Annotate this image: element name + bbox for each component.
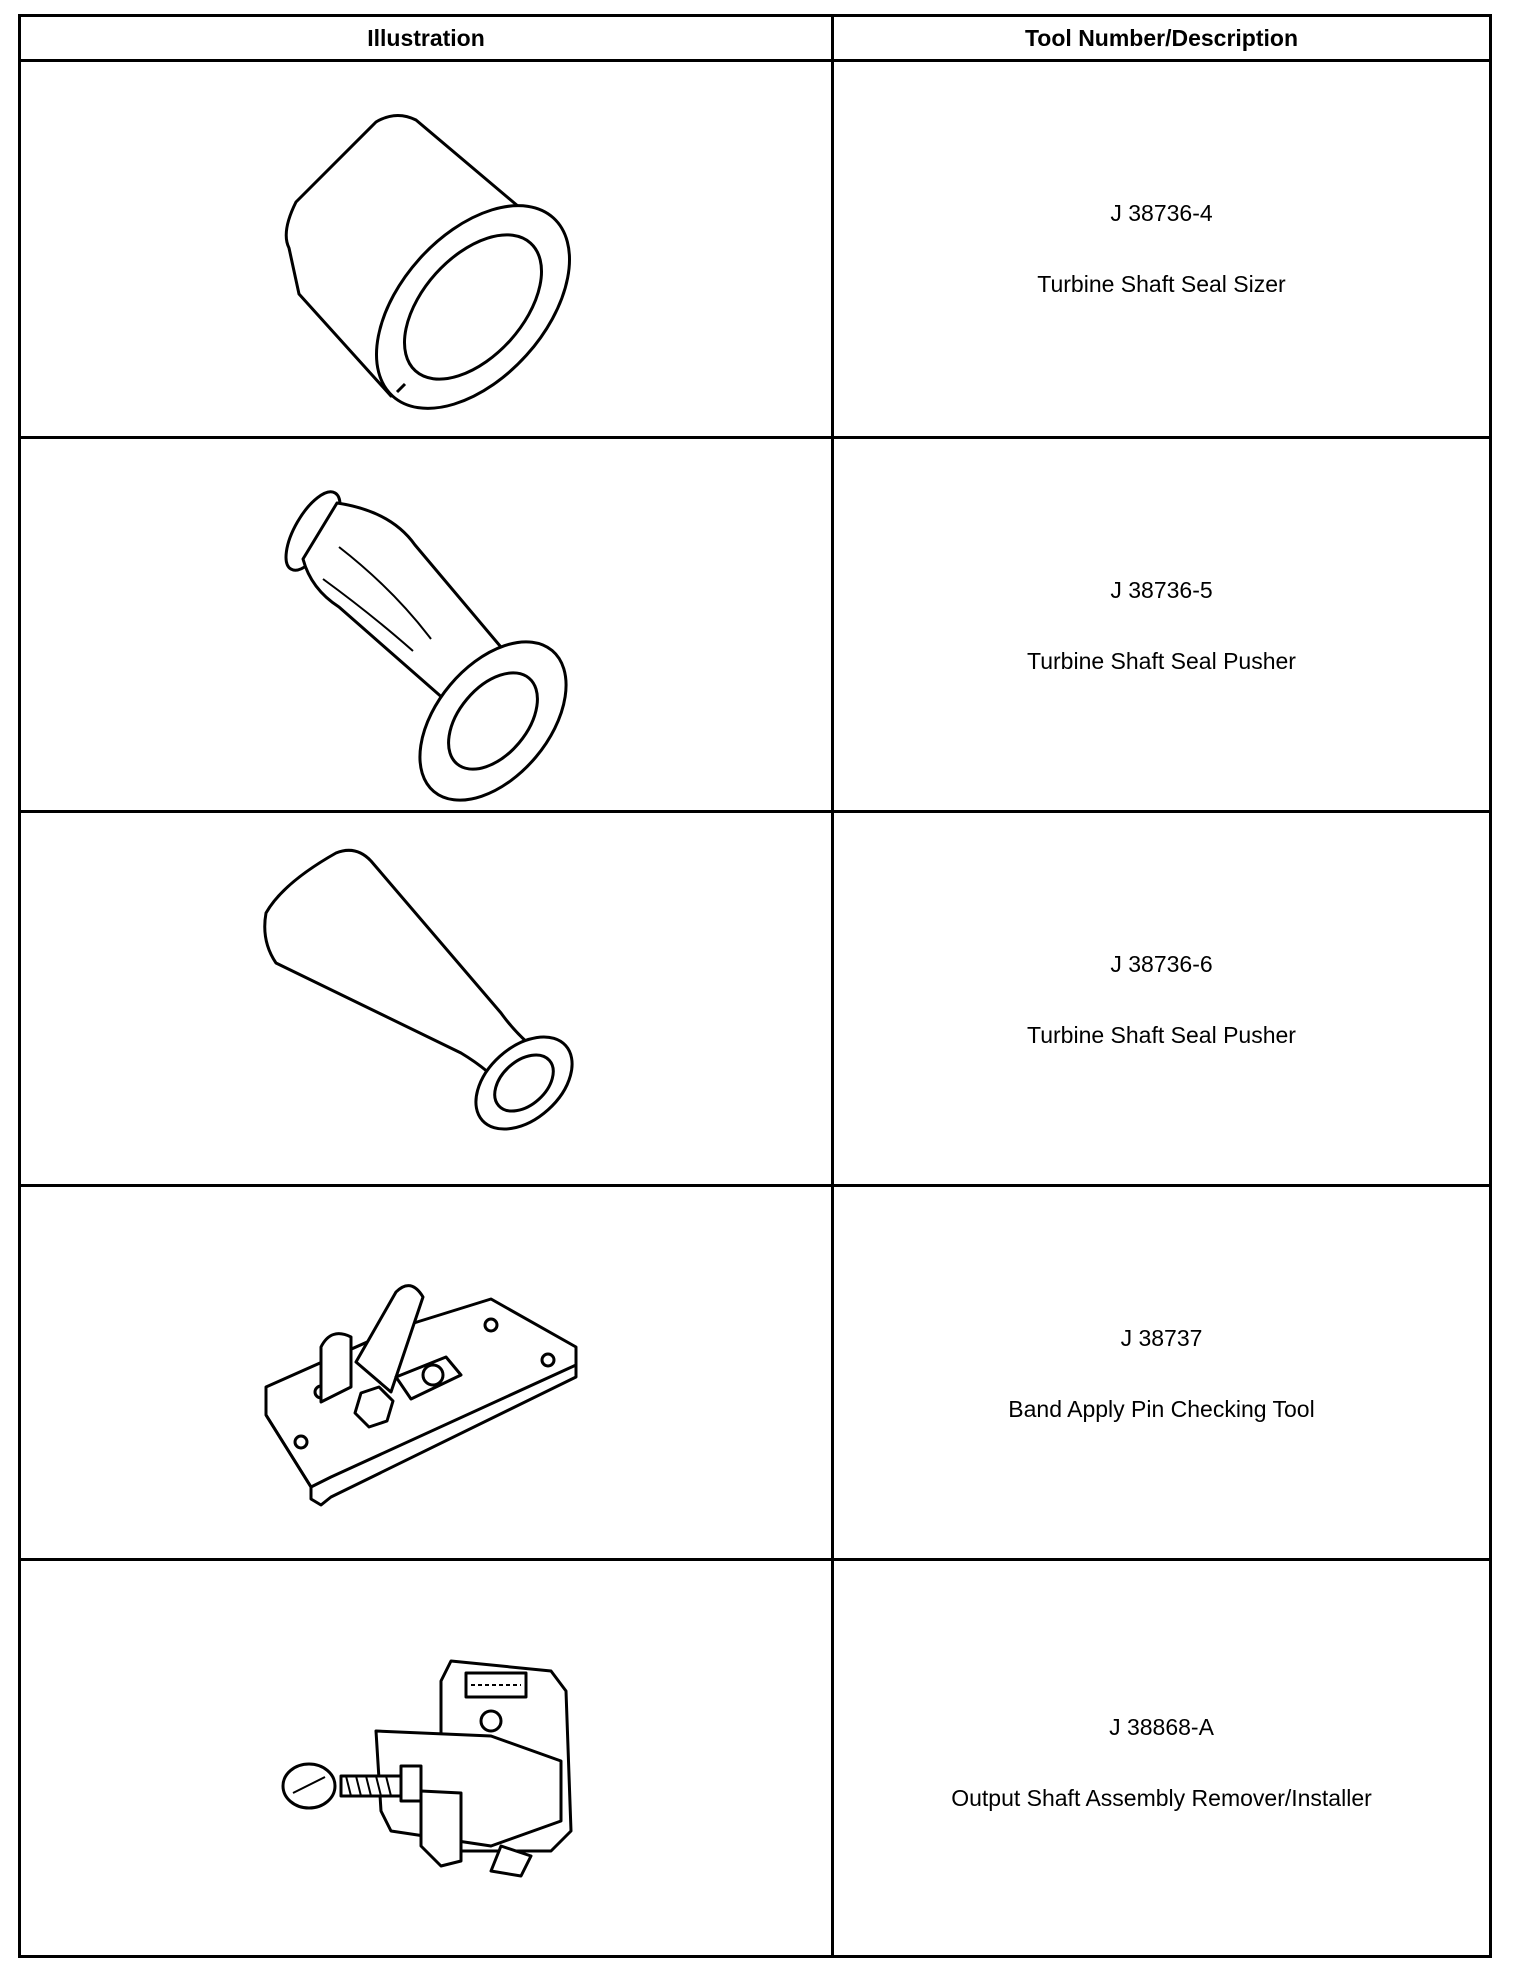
tool-description-cell xyxy=(834,62,1489,436)
tool-description: Output Shaft Assembly Remover/Installer xyxy=(951,1784,1372,1811)
tool-number: J 38736-4 xyxy=(1110,200,1213,226)
seal-pusher-illustration xyxy=(21,439,831,813)
tool-description: Band Apply Pin Checking Tool xyxy=(1008,1396,1315,1422)
table-header xyxy=(21,17,1489,62)
tool-number: J 38736-6 xyxy=(1110,951,1213,977)
seal-sizer-illustration xyxy=(21,62,831,436)
seal-pusher-illustration xyxy=(21,813,831,1187)
header-illustration: Illustration xyxy=(367,25,485,51)
tool-description-cell xyxy=(834,813,1489,1187)
table-row xyxy=(21,436,1489,813)
tool-description: Turbine Shaft Seal Pusher xyxy=(1027,648,1296,674)
tool-table xyxy=(18,14,1492,1958)
checking-tool-illustration xyxy=(21,1187,831,1561)
tool-number: J 38737 xyxy=(1120,1325,1203,1351)
tool-description-cell xyxy=(834,439,1489,813)
tool-description: Turbine Shaft Seal Sizer xyxy=(1037,271,1286,297)
remover-installer-illustration xyxy=(21,1561,831,1964)
table-row xyxy=(21,1184,1489,1561)
table-row xyxy=(21,810,1489,1187)
table-row xyxy=(21,1558,1489,1964)
tool-description: Turbine Shaft Seal Pusher xyxy=(1027,1022,1296,1048)
table-row xyxy=(21,62,1489,436)
tool-description-cell xyxy=(834,1187,1489,1561)
tool-description-cell xyxy=(834,1561,1489,1964)
tool-number: J 38868-A xyxy=(1109,1713,1214,1740)
header-tool-description: Tool Number/Description xyxy=(1024,25,1299,51)
tool-number: J 38736-5 xyxy=(1110,577,1213,603)
